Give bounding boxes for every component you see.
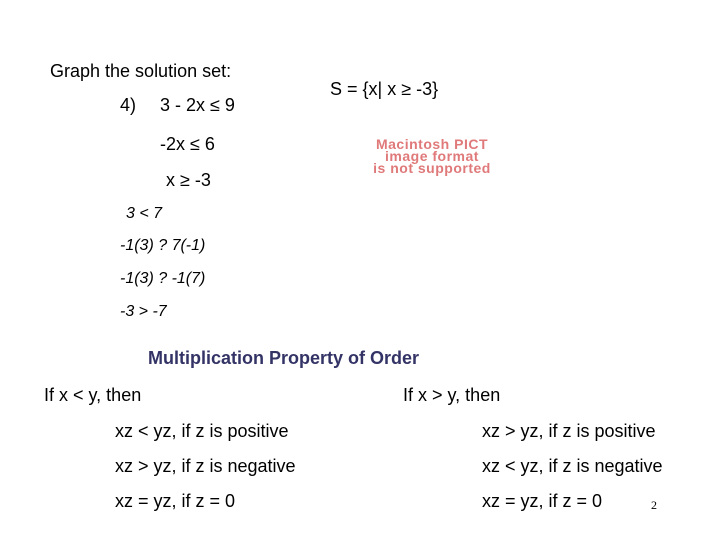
page-number: 2 (651, 498, 657, 512)
right-rule-condition: If x > y, then (403, 385, 501, 405)
left-rule-case: xz > yz, if z is negative (115, 456, 296, 476)
inequality: 3 - 2x ≤ 9 (160, 95, 235, 115)
pict-placeholder-image (318, 138, 546, 176)
property-heading: Multiplication Property of Order (148, 348, 420, 368)
example-line: 3 < 7 (126, 205, 163, 222)
left-rule-case: xz < yz, if z is positive (115, 421, 289, 441)
example-line: -3 > -7 (120, 303, 167, 320)
example-line: -1(3) ? 7(-1) (120, 237, 206, 254)
solve-step-1: -2x ≤ 6 (160, 134, 215, 154)
example-line: -1(3) ? -1(7) (120, 270, 206, 287)
pict-line: is not supported (373, 160, 491, 176)
left-rule-condition: If x < y, then (44, 385, 142, 405)
pict-line: image format (385, 148, 479, 164)
right-rule-case: xz = yz, if z = 0 (482, 491, 603, 511)
slide-title: Graph the solution set: (50, 61, 232, 81)
left-rule-case: xz = yz, if z = 0 (115, 491, 236, 511)
pict-line: Macintosh PICT (375, 136, 488, 152)
solution-set: S = {x| x ≥ -3} (330, 79, 439, 99)
solve-step-2: x ≥ -3 (166, 170, 211, 190)
right-rule-case: xz > yz, if z is positive (482, 421, 656, 441)
problem-number: 4) (120, 95, 137, 115)
right-rule-case: xz < yz, if z is negative (482, 456, 663, 476)
